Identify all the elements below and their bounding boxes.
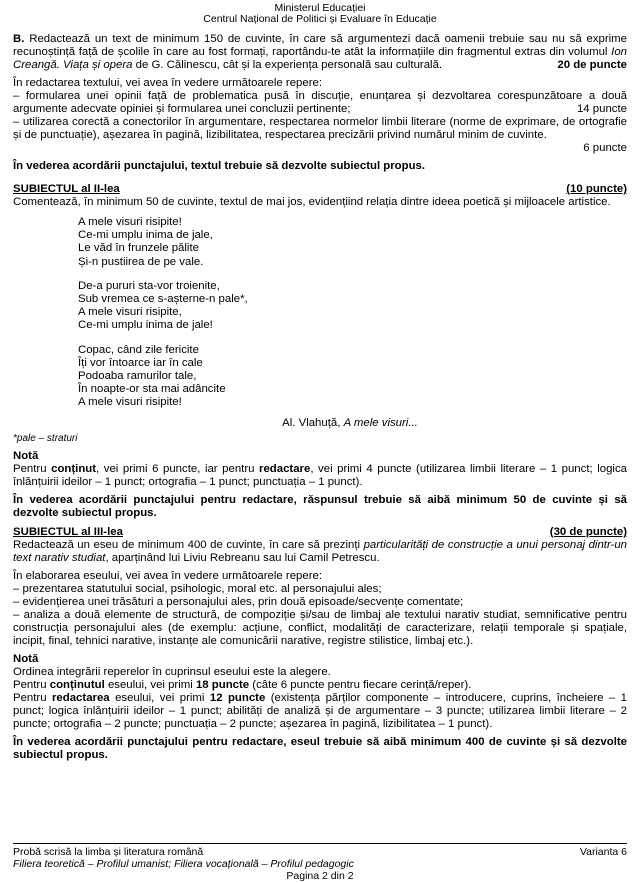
page-footer — [13, 843, 627, 882]
poem-line: A mele visuri risipite! — [78, 216, 182, 228]
subiect-3-nota-l3: Pentru redactarea eseului, vei primi 12 puncte (existența părților componente – introducere, cuprins, încheiere – 1 punct; logica înlănțuirii ideilor – 1 punct; abilități de analiză și de argumentare – 3 puncte; utilizarea limbii literare – 2 puncte; ortografia – 2 puncte; punctuația – 2 puncte; așezarea în pagină, lizibilitatea – 1 punct). — [13, 691, 628, 730]
subiect-3-nota-title: Notă — [13, 652, 39, 665]
poem-line: A mele visuri risipite! — [78, 396, 182, 409]
subiect-3 — [13, 526, 627, 762]
subiect-3-reper-3: – analiza a două elemente de structură, de compoziție și/sau de limbaj ale textului narativ studiat, semnificative pentru construcția personajului ales (de exemplu: acțiune, conflict, modalități de caracterizare, relații temporale și spațiale, incipit, final, tehnici narative, instanțe ale comunicării narative, registre stilistice, limbaj etc.). — [13, 608, 627, 647]
footer-filiera: Filiera teoretică – Profilul umanist; Filiera vocațională – Profilul pedagogic — [13, 858, 354, 870]
footnote: *pale – straturi — [13, 432, 78, 444]
poem-line: Le văd în frunzele pălite — [78, 242, 199, 255]
subiect-3-reper-2: – evidențierea unei trăsături a personajului ales, prin două episoade/secvențe comentate; — [13, 595, 464, 608]
poem-stanza-1 — [78, 216, 627, 269]
footer-exam: Probă scrisă la limba și literatura română — [13, 846, 204, 858]
subiect-3-task: Redactează un eseu de minimum 400 de cuvinte, în care să prezinți particularități de construcție a unui personaj dintr-un text narativ studiat, aparținând lui Liviu Rebreanu sau lui Camil Petrescu. — [13, 538, 628, 564]
reper-2-points: 6 puncte — [583, 142, 627, 154]
poem-line: De-a pururi sta-vor troienite, — [78, 279, 220, 292]
poem-line: Sub vremea ce s-așterne-n pale*, — [78, 293, 248, 306]
ministry-name: Ministerul Educației — [274, 2, 366, 14]
footer-page-number: Pagina 2 din 2 — [286, 870, 354, 882]
section-b-reper-intro: În redactarea textului, vei avea în vedere următoarele repere: — [13, 77, 322, 89]
subiect-3-title: SUBIECTUL al III-lea — [13, 525, 123, 538]
poem-stanza-2 — [78, 280, 627, 333]
subiect-3-reper-1: – prezentarea statutului social, psihologic, moral etc. al personajului ales; — [13, 582, 382, 595]
footer-variant: Varianta 6 — [579, 846, 627, 858]
poem-stanza-3 — [78, 344, 627, 410]
section-b — [13, 33, 627, 173]
section-b-bold-note: În vederea acordării punctajului, textul trebuie să dezvolte subiectul propus. — [13, 160, 426, 172]
subiect-3-nota-l2: Pentru conținutul eseului, vei primi 18 puncte (câte 6 puncte pentru fiecare cerință/reper). — [13, 678, 472, 691]
poem-title: A mele visuri... — [343, 416, 418, 429]
subiect-2 — [13, 183, 627, 520]
subiect-3-nota-l1: Ordinea integrării reperelor în cuprinsul eseului este la alegere. — [13, 665, 331, 678]
section-b-letter: B. — [13, 33, 25, 45]
section-b-task: B. Redactează un text de minimum 150 de cuvinte, în care să argumentezi dacă oamenii trebuie sau nu să exprime recunoștință față de școlile în care au fost formați, raportându-te atât la informațiile din fragmentul extras din volumul Ion Creangă. Viața și opera de G. Călinescu, cât și la experiența personală sau culturală. 20 de puncte — [13, 33, 627, 71]
subiect-2-nota: Pentru conținut, vei primi 6 puncte, iar pentru redactare, vei primi 4 puncte (utilizarea limbii literare – 1 punct; logica înlănțuirii ideilor – 1 punct; ortografia – 1 punct; punctuația – 1 punct). — [13, 462, 627, 488]
section-b-reper-1: – formularea unei opinii față de problematica pusă în discuție, enunțarea și dezvoltarea corespunzătoare a două argumente adecvate opiniei și formularea unei concluzii pertinente; 14 puncte — [13, 90, 627, 115]
subiect-2-task: Comentează, în minimum 50 de cuvinte, textul de mai jos, evidențiind relația dintre ideea poetică și mijloacele artistice. — [13, 196, 611, 208]
poem-line: A mele visuri risipite, — [78, 306, 182, 319]
book-title: Ion Creangă. Viața și opera — [13, 46, 627, 71]
poem-line: Copac, când zile fericite — [78, 343, 199, 356]
poem-line: Și-n pustiirea de pe vale. — [78, 255, 204, 268]
page-header — [13, 0, 627, 25]
subiect-2-title-row — [13, 183, 627, 196]
subiect-3-title-row — [13, 526, 627, 539]
poem — [78, 216, 627, 410]
section-b-points: 20 de puncte — [557, 59, 627, 71]
subiect-2-title: SUBIECTUL al II-lea — [13, 183, 120, 195]
footer-row — [13, 846, 627, 858]
center-name: Centrul Național de Politici și Evaluare în Educație — [203, 13, 437, 25]
section-b-reper-2: – utilizarea corectă a conectorilor în argumentare, respectarea normelor limbii literare (norme de exprimare, de ortografie și de punctuație), așezarea în pagină, lizibilitatea, respectarea precizării privind numărul minim de cuvinte. — [13, 116, 627, 141]
subiect-2-bold-note: În vederea acordării punctajului pentru redactare, răspunsul trebuie să aibă minimum 50 de cuvinte și să dezvolte subiectul propus. — [13, 493, 627, 519]
subiect-3-reper-intro: În elaborarea eseului, vei avea în vedere următoarele repere: — [13, 569, 322, 582]
poem-line: Podoaba ramurilor tale, — [78, 370, 197, 383]
reper-1-points: 14 puncte — [576, 103, 627, 115]
poem-signature: Al. Vlahuță, A mele visuri... — [282, 416, 418, 429]
poem-line: Îți vor întoarce iar în cale — [78, 356, 203, 369]
exam-page — [13, 0, 628, 882]
subiect-2-points: (10 puncte) — [566, 183, 627, 195]
subiect-3-bold-note: În vederea acordării punctajului pentru redactare, eseul trebuie să aibă minimum 400 de cuvinte și să dezvolte subiectul propus. — [13, 735, 627, 761]
poem-line: Ce-mi umplu inima de jale, — [78, 229, 213, 242]
subiect-2-nota-title: Notă — [13, 449, 39, 462]
subiect-3-points: (30 de puncte) — [549, 525, 627, 538]
poem-line: În noapte-or sta mai adâncite — [78, 383, 226, 396]
poem-line: Ce-mi umplu inima de jale! — [78, 319, 213, 332]
